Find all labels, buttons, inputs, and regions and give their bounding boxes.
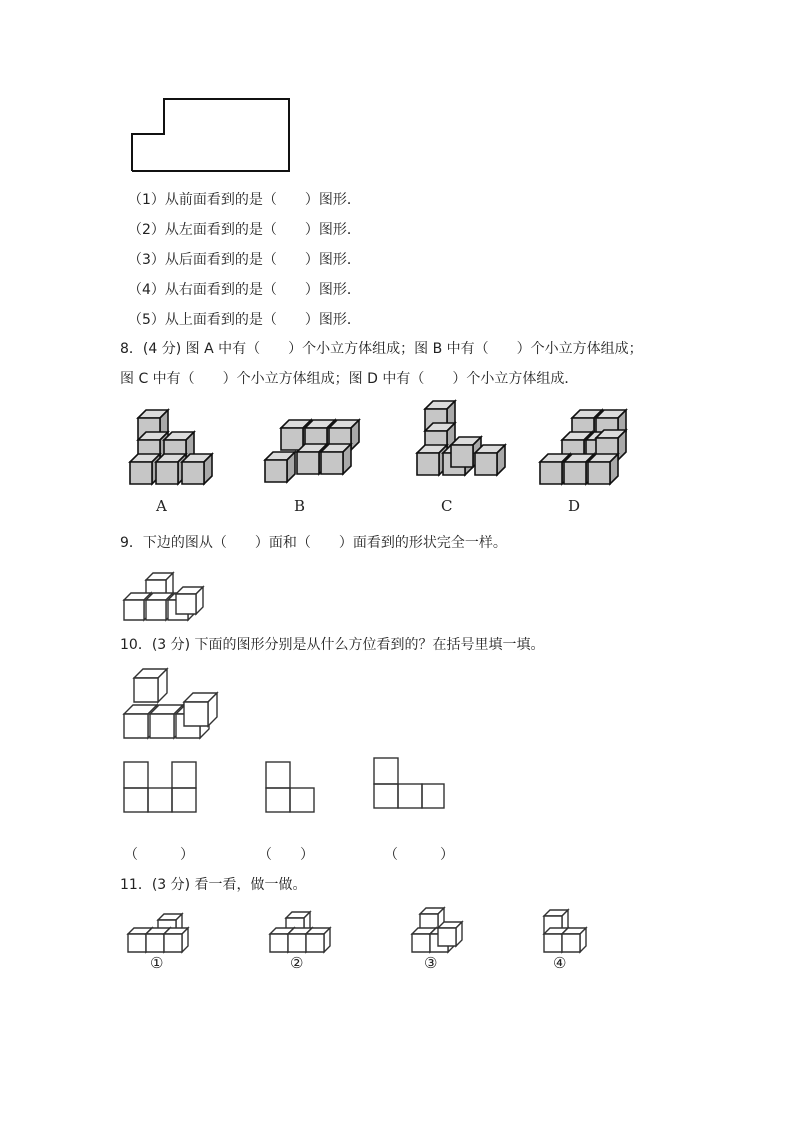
q7-item-2: （2）从左面看到的是（ ）图形． [128,222,361,238]
q7-item-5: （5）从上面看到的是（ ）图形． [128,312,361,328]
q8-label-a: A [156,497,167,515]
q8-figure-a [120,400,230,500]
q9-figure [120,566,210,626]
q10-blank-3[interactable]: （ ） [384,847,454,863]
cube [475,445,505,475]
cube [306,928,330,952]
q8-figure-d [530,400,640,500]
q8-label-c: C [441,497,453,515]
cube [321,444,351,474]
q10-blank-1[interactable]: （ ） [124,847,194,863]
cube [134,669,167,702]
q11-figure-3 [408,906,478,956]
q8-label-b: B [294,497,306,515]
cube [182,454,212,484]
q8-question-line-1: 8．(4 分) 图 A 中有（ ）个小立方体组成；图 B 中有（ ）个小立方体组成； [120,341,643,357]
q8-figure-c [405,395,515,495]
q10-view-1 [122,760,202,820]
q11-label-1: ① [150,954,164,972]
q10-view-3 [372,756,452,816]
cube [438,922,462,946]
q8-question-line-2: 图 C 中有（ ）个小立方体组成；图 D 中有（ ）个小立方体组成． [120,371,579,387]
q8-figure-b [255,400,365,500]
q11-question: 11．(3 分) 看一看，做一做。 [120,877,307,893]
q9-question: 9．下边的图从（ ）面和（ ）面看到的形状完全一样。 [120,535,507,551]
cube [164,928,188,952]
q11-figure-2 [268,908,338,958]
q10-blank-2[interactable]: （ ） [258,847,314,863]
q11-figure-1 [126,908,196,958]
q11-label-4: ④ [553,954,567,972]
q11-label-3: ③ [424,954,438,972]
q10-question: 10．(3 分) 下面的图形分别是从什么方位看到的？在括号里填一填。 [120,637,545,653]
q10-solid-figure [120,666,230,746]
q7-item-3: （3）从后面看到的是（ ）图形． [128,252,361,268]
q8-label-d: D [568,497,581,515]
cube [184,693,217,726]
cube [588,454,618,484]
q7-item-1: （1）从前面看到的是（ ）图形． [128,192,361,208]
cube [265,452,295,482]
q10-view-2 [264,760,324,820]
q11-figure-4 [540,908,610,958]
cube [176,587,203,614]
q7-item-4: （4）从右面看到的是（ ）图形． [128,282,361,298]
q11-label-2: ② [290,954,304,972]
cube [562,928,586,952]
